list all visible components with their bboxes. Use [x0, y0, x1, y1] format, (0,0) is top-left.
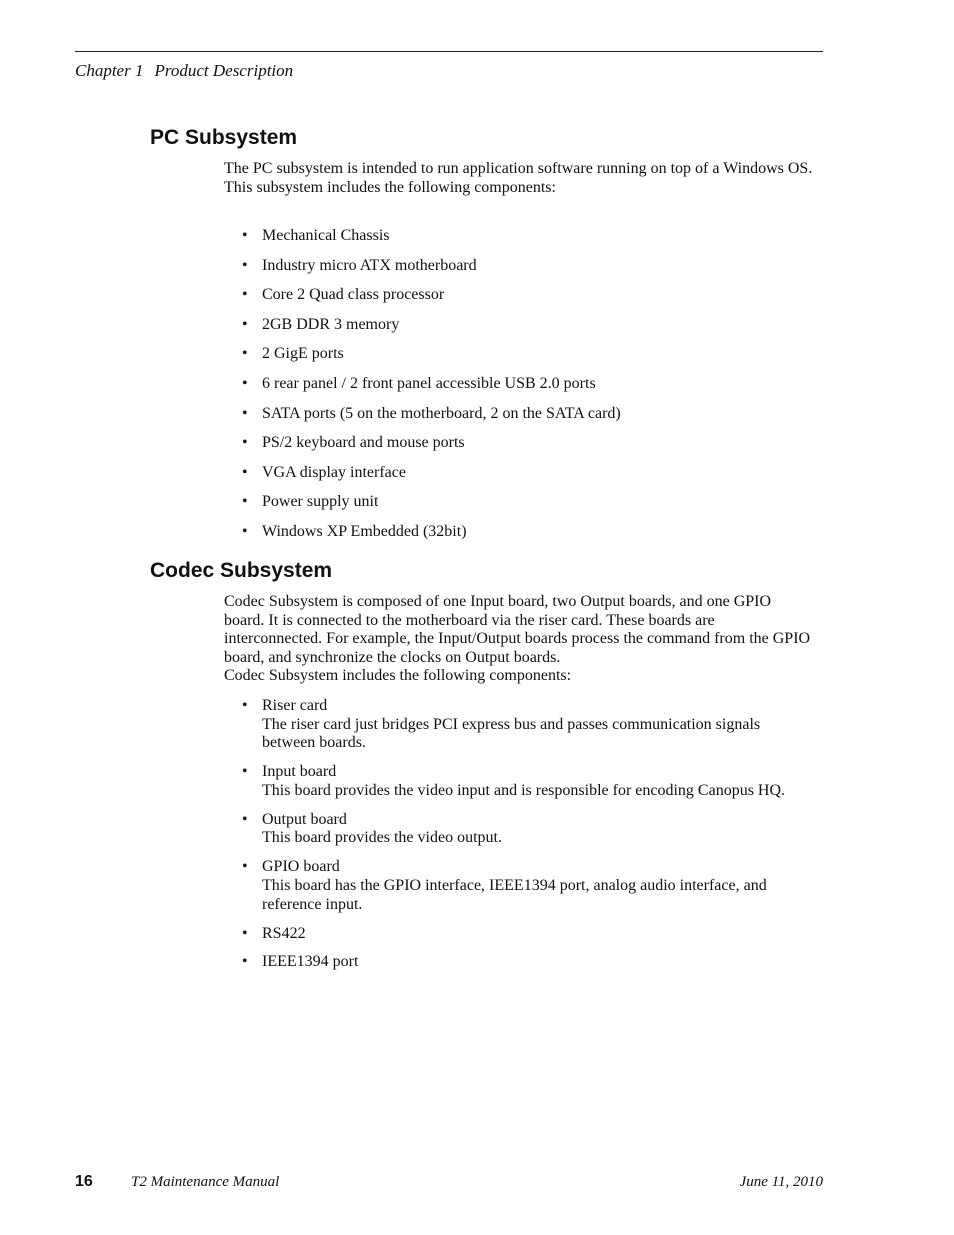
codec-subsystem-lead: Codec Subsystem includes the following components: [224, 667, 572, 685]
header-rule [75, 51, 823, 52]
list-item: • 2GB DDR 3 memory [242, 315, 400, 333]
list-item: • Industry micro ATX motherboard [242, 256, 477, 274]
list-item: • Power supply unit [242, 493, 379, 511]
codec-component-list [242, 697, 812, 982]
pc-subsystem-heading: PC Subsystem [150, 126, 298, 149]
bullet-icon: • [242, 227, 248, 244]
pc-component-list [242, 227, 812, 553]
list-item: • Mechanical Chassis [242, 227, 390, 244]
component-description: This board provides the video output. [262, 829, 502, 847]
list-item [242, 858, 812, 914]
bullet-icon: • [242, 924, 248, 942]
list-item [242, 953, 812, 972]
list-item: • SATA ports (5 on the motherboard, 2 on the SATA card) [242, 404, 621, 422]
pc-subsystem-lead: This subsystem includes the following components: [224, 178, 556, 196]
list-item: • Core 2 Quad class processor [242, 286, 445, 304]
bullet-icon: • [242, 522, 248, 540]
component-name: RS422 [262, 924, 306, 942]
list-item: • 2 GigE ports [242, 345, 344, 363]
pc-subsystem-body [224, 160, 814, 197]
bullet-icon: • [242, 953, 248, 971]
list-item [242, 811, 812, 848]
chapter-number: Chapter 1 [75, 61, 144, 80]
bullet-icon: • [242, 315, 248, 333]
component-name: IEEE1394 port [262, 953, 359, 971]
manual-title: T2 Maintenance Manual [131, 1174, 280, 1190]
list-item: • 6 rear panel / 2 front panel accessible USB 2.0 ports [242, 374, 596, 392]
running-head [75, 60, 293, 82]
list-item [242, 697, 812, 753]
bullet-icon: • [242, 810, 248, 828]
list-item: • VGA display interface [242, 463, 406, 481]
list-item [242, 925, 812, 944]
list-item: • Windows XP Embedded (32bit) [242, 522, 467, 540]
bullet-icon: • [242, 286, 248, 304]
component-description: This board provides the video input and is responsible for encoding Canopus HQ. [262, 781, 786, 799]
bullet-icon: • [242, 434, 248, 452]
codec-subsystem-heading: Codec Subsystem [150, 559, 333, 582]
chapter-title: Product Description [154, 61, 294, 80]
component-description: The riser card just bridges PCI express bus and passes communication signals between boards. [262, 715, 761, 752]
component-description: This board has the GPIO interface, IEEE1394 port, analog audio interface, and reference input. [262, 876, 767, 913]
codec-subsystem-body [224, 593, 814, 686]
codec-subsystem-intro: Codec Subsystem is composed of one Input board, two Output boards, and one GPIO board. It is connected to the motherboard via the riser card. These boards are interconnected. For example, the Input/Output boards process the command from the GPIO board, and synchronize the clocks on Output boards. [224, 593, 811, 666]
component-name: GPIO board [262, 858, 340, 876]
bullet-icon: • [242, 345, 248, 363]
bullet-icon: • [242, 697, 248, 714]
component-name: Output board [262, 810, 347, 828]
pc-subsystem-intro: The PC subsystem is intended to run application software running on top of a Windows OS. [224, 160, 813, 177]
page-number: 16 [75, 1173, 93, 1190]
list-item [242, 763, 812, 800]
bullet-icon: • [242, 763, 248, 781]
bullet-icon: • [242, 493, 248, 511]
bullet-icon: • [242, 256, 248, 274]
component-name: Riser card [262, 697, 328, 714]
footer-date: June 11, 2010 [739, 1174, 823, 1190]
bullet-icon: • [242, 404, 248, 422]
bullet-icon: • [242, 374, 248, 392]
bullet-icon: • [242, 858, 248, 876]
component-name: Input board [262, 763, 337, 781]
bullet-icon: • [242, 463, 248, 481]
list-item: • PS/2 keyboard and mouse ports [242, 434, 465, 452]
